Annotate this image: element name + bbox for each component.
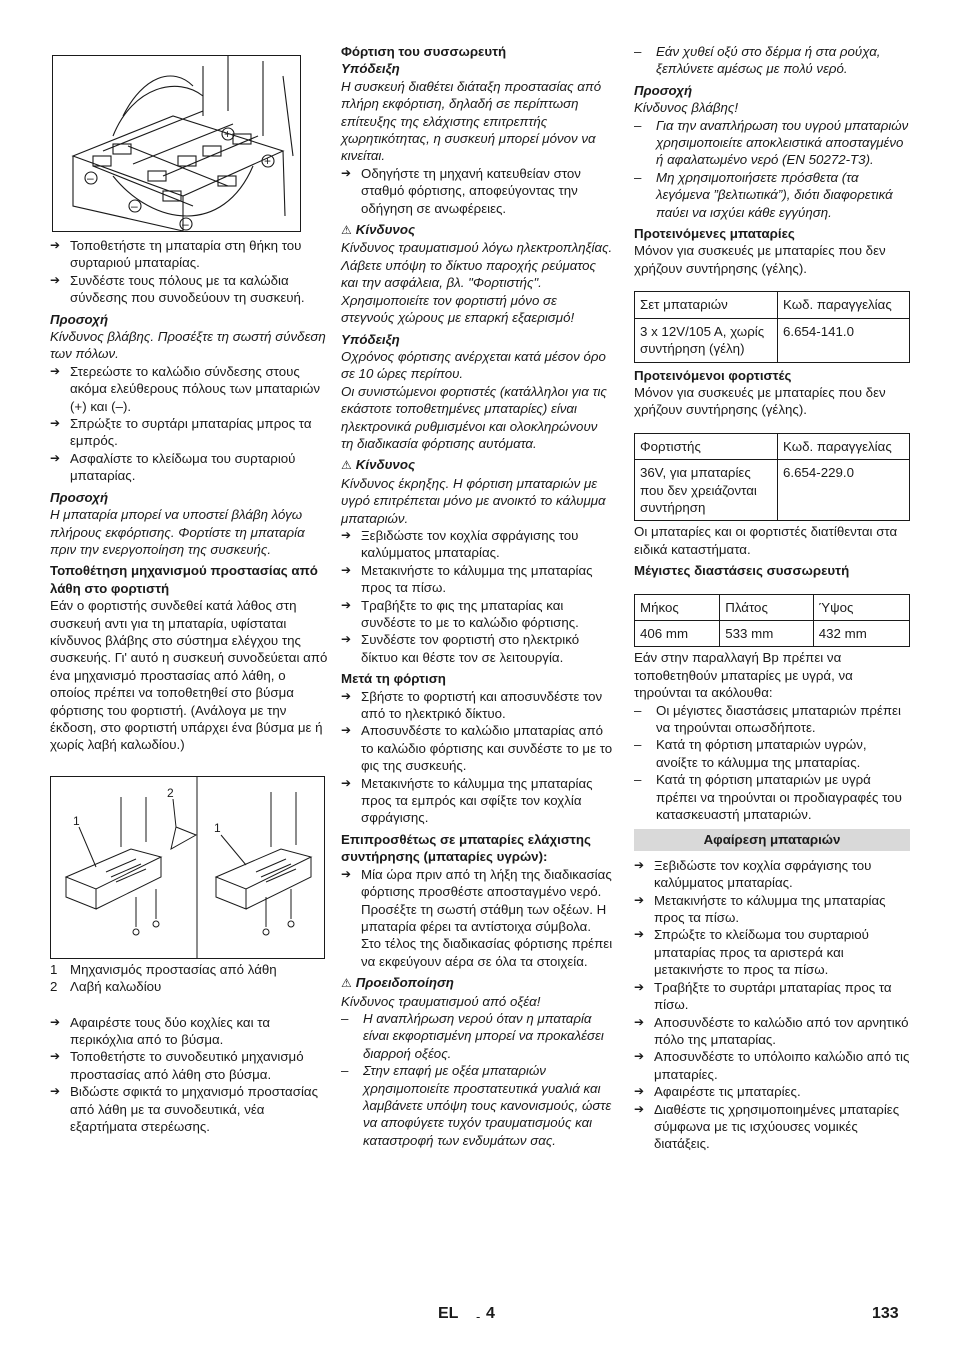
section-heading: Μέγιστες διαστάσεις συσσωρευτή bbox=[634, 563, 850, 579]
svg-text:+: + bbox=[264, 154, 272, 168]
list-item: ➔ Τοποθετήστε το συνοδευτικό μηχανισμό προστασίας από λάθη στο βύσμα. bbox=[50, 1048, 328, 1083]
list-item: ➔ Οδηγήστε τη μηχανή κατευθείαν στον σταθμό φόρτισης, αποφεύγοντας την οδήγηση σε ανωφέρειες. bbox=[341, 165, 613, 217]
list-item: ➔ Ασφαλίστε το κλείδωμα του συρταριού μπαταρίας. bbox=[50, 450, 328, 485]
danger-text: Κίνδυνος τραυματισμού λόγω ηλεκτροπληξίας. Λάβετε υπόψη το δίκτυο παροχής ρεύματος και την ασφάλεια, βλ. "Φορτιστής". bbox=[341, 240, 613, 291]
list-item: ➔ Αφαιρέστε τους δύο κοχλίες και τα περικόχλια από το βύσμα. bbox=[50, 1014, 328, 1049]
batteries-table bbox=[634, 291, 910, 362]
caution-text: Κίνδυνος βλάβης! bbox=[634, 100, 739, 116]
body-text: Εάν στην παραλλαγή Bp πρέπει να τοποθετηθούν μπαταρίες με υγρά, να τηρούνται τα ακόλουθα: bbox=[634, 650, 853, 701]
battery-compartment-figure bbox=[52, 55, 301, 232]
warning-triangle-icon: ⚠ bbox=[341, 223, 352, 238]
list-item: – Οι μέγιστες διαστάσεις μπαταριών πρέπει να τηρούνται οπωσδήποτε. bbox=[634, 702, 910, 737]
page-number: 133 bbox=[872, 1305, 899, 1322]
table-header-cell: Μήκος bbox=[635, 594, 720, 620]
danger-title: ⚠ Κίνδυνος bbox=[341, 222, 416, 238]
table-row bbox=[635, 460, 910, 521]
list-item: ➔ Μετακινήστε το κάλυμμα της μπαταρίας προς τα εμπρός και σφίξτε τον κοχλία σφράγισης. bbox=[341, 775, 613, 827]
table-cell: 3 x 12V/105 A, χωρίς συντήρηση (γέλη) bbox=[635, 318, 778, 362]
table-row bbox=[635, 318, 910, 362]
warning-triangle-icon: ⚠ bbox=[341, 458, 352, 473]
table-cell: 406 mm bbox=[635, 620, 720, 646]
body-text: Μόνον για συσκευές με μπαταρίες που δεν χρήζουν συντήρησης (γέλης). bbox=[634, 243, 886, 276]
table-cell: 533 mm bbox=[720, 620, 814, 646]
caution-text: Η μπαταρία μπορεί να υποστεί βλάβη λόγω πλήρους εκφόρτισης. Φορτίστε τη μπαταρία πριν την ενεργοποίηση της συσκευής. bbox=[50, 507, 305, 557]
body-text: Μόνον για συσκευές με μπαταρίες που δεν χρήζουν συντήρησης (γέλης). bbox=[634, 384, 886, 418]
list-item: ➔ Τραβήξτε το φις της μπαταρίας και συνδέστε το με το καλώδιο φόρτισης. bbox=[341, 597, 613, 632]
list-item: ➔ Μετακινήστε το κάλυμμα της μπαταρίας προς τα πίσω. bbox=[341, 562, 613, 597]
caution-title: Προσοχή bbox=[634, 82, 693, 98]
table-cell: 6.654-141.0 bbox=[778, 318, 910, 362]
section-heading: Επιπροσθέτως σε μπαταρίες ελάχιστης συντήρησης (μπαταρίες υγρών): bbox=[341, 831, 591, 865]
list-item: ➔ Τραβήξτε το συρτάρι μπαταρίας προς τα πίσω. bbox=[634, 979, 910, 1014]
footer-subpage: 4 bbox=[486, 1305, 495, 1322]
section-heading: Μετά τη φόρτιση bbox=[341, 671, 446, 687]
figure-callout: 1 bbox=[214, 820, 221, 835]
note-text: Οι συνιστώμενοι φορτιστές (κατάλληλοι για τις εκάστοτε τοποθετημένες μπαταρίες) είναι ηλεκτρονικά ρυθμισμένοι και ολοκληρώνουν τη διαδικασία φόρτισης αυτόματα. bbox=[341, 383, 607, 451]
list-item: ➔ Μετακινήστε το κάλυμμα της μπαταρίας προς τα πίσω. bbox=[634, 892, 910, 927]
table-header-cell: Ύψος bbox=[813, 594, 909, 620]
table-header-cell: Σετ μπαταριών bbox=[635, 292, 778, 318]
footer-language: EL bbox=[438, 1305, 459, 1322]
table-header-row bbox=[635, 594, 910, 620]
svg-text:–: – bbox=[182, 217, 189, 231]
list-item: ➔ Σβήστε το φορτιστή και αποσυνδέστε τον από το ηλεκτρικό δίκτυο. bbox=[341, 688, 613, 723]
list-item: ➔ Τοποθετήστε τη μπαταρία στη θήκη του συρταριού μπαταρίας. bbox=[50, 237, 328, 272]
warning-triangle-icon: ⚠ bbox=[341, 976, 352, 991]
list-item: ➔ Σπρώξτε το κλείδωμα του συρταριού μπαταρίας προς τα αριστερά και μετακινήστε το προς τα πίσω. bbox=[634, 926, 910, 978]
table-header-cell: Πλάτος bbox=[720, 594, 814, 620]
section-heading: Προτεινόμενοι φορτιστές bbox=[634, 367, 792, 383]
caution-text: Κίνδυνος βλάβης. Προσέξτε τη σωστή σύνδεση των πόλων. bbox=[50, 329, 326, 362]
section-heading: Προτεινόμενες μπαταρίες bbox=[634, 226, 795, 242]
warning-title: ⚠ Προειδοποίηση bbox=[341, 975, 454, 991]
list-item: ➔ Στερεώστε το καλώδιο σύνδεσης στους ακόμα ελεύθερους πόλους των μπαταριών (+) και (–). bbox=[50, 363, 328, 415]
list-item: ➔ Συνδέστε τους πόλους με τα καλώδια σύνδεσης που συνοδεύουν τη συσκευή. bbox=[50, 272, 328, 307]
caution-title: Προσοχή bbox=[50, 311, 109, 327]
note-text: Οχρόνος φόρτισης ανέρχεται κατά μέσον όρο σε 10 ώρες περίπου. bbox=[341, 348, 606, 382]
list-item: ➔ Ξεβιδώστε τον κοχλία σφράγισης του καλύμματος μπαταρίας. bbox=[341, 527, 613, 562]
table-header-cell: Φορτιστής bbox=[635, 433, 778, 459]
svg-text:+: + bbox=[224, 127, 232, 141]
section-heading: Τοποθέτηση μηχανισμού προστασίας από λάθη στο φορτιστή bbox=[50, 563, 318, 596]
list-item: – Κατά τη φόρτιση μπαταριών με υγρά πρέπει να τηρούνται οι προδιαγραφές του κατασκευαστή μπαταριών. bbox=[634, 771, 910, 823]
note-title: Υπόδειξη bbox=[341, 61, 400, 77]
list-item: – Η αναπλήρωση νερού όταν η μπαταρία είναι εκφορτισμένη μπορεί να προκαλέσει διαρροή οξέος. bbox=[341, 1010, 613, 1062]
svg-text:–: – bbox=[87, 171, 94, 185]
column-middle bbox=[341, 43, 613, 1149]
list-item: ➔ Αφαιρέστε τις μπαταρίες. bbox=[634, 1083, 910, 1100]
figure-callout: 2 bbox=[167, 785, 174, 800]
battery-drawing bbox=[53, 56, 300, 231]
table-header-cell: Κωδ. παραγγελίας bbox=[778, 433, 910, 459]
caution-title: Προσοχή bbox=[50, 489, 109, 505]
list-item: – Εάν χυθεί οξύ στο δέρμα ή στα ρούχα, ξεπλύνετε αμέσως με πολύ νερό. bbox=[634, 43, 910, 78]
figure-legend-item: 1 Μηχανισμός προστασίας από λάθη bbox=[50, 961, 277, 977]
body-text: Εάν ο φορτιστής συνδεθεί κατά λάθος στη συσκευή αντι για τη μπαταρία, υφίσταται κίνδυνος βλάβης στο σύστημα ελέγχου της συσκευής. Γι' αυτό η συσκευή συνοδεύεται από ένα μηχανισμό προστασίας από λάθη, ο οποίος πρέπει να τοποθετηθεί στο βύσμα φόρτισης του φορτιστή. (Ανάλογα με την έκδοση, στο φορτιστή υπάρχει ένα βύσμα με ή χωρίς λαβή καλωδίου.) bbox=[50, 598, 328, 753]
danger-text: Χρησιμοποιείτε τον φορτιστή μόνο σε στεγνούς χώρους με επαρκή εξαερισμό! bbox=[341, 292, 575, 326]
list-item: ➔ Αποσυνδέστε το καλώδιο μπαταρίας από το καλώδιο φόρτισης και συνδέστε το με το φις της συσκευής. bbox=[341, 722, 613, 774]
body-text: Οι μπαταρίες και οι φορτιστές διατίθενται στα ειδικά καταστήματα. bbox=[634, 524, 898, 557]
warning-text: Κίνδυνος τραυματισμού από οξέα! bbox=[341, 993, 541, 1009]
column-left bbox=[50, 43, 328, 1135]
table-cell: 6.654-229.0 bbox=[778, 460, 910, 521]
list-item: – Στην επαφή με οξέα μπαταριών χρησιμοποιείτε προστατευτικά γυαλιά και λαμβάνετε υπόψη τους κανονισμούς, ώστε να αποφύγετε τυχόν τραυματισμούς και καταστροφή των ενδυμάτων σας. bbox=[341, 1062, 613, 1149]
table-cell: 432 mm bbox=[813, 620, 909, 646]
table-cell: 36V, για μπαταρίες που δεν χρειάζονται συντήρηση bbox=[635, 460, 778, 521]
note-title: Υπόδειξη bbox=[341, 331, 400, 347]
table-header-row bbox=[635, 433, 910, 459]
footer-dash: - bbox=[476, 1309, 481, 1324]
danger-text: Κίνδυνος έκρηξης. Η φόρτιση μπαταριών με υγρό επιτρέπεται μόνο με ανοικτό το κάλυμμα μπαταριών. bbox=[341, 475, 606, 526]
dimensions-table bbox=[634, 594, 910, 648]
list-item: ➔ Μία ώρα πριν από τη λήξη της διαδικασίας φόρτισης προσθέστε αποσταγμένο νερό. Προσέξτε τη σωστή στάθμη των οξέων. Η μπαταρία φέρει τα αντίστοιχα σύμβολα. Στο τέλος της διαδικασίας φόρτισης πρέπει να εκφεύγουν αέρα σε όλα τα στοιχεία. bbox=[341, 866, 613, 970]
list-item: ➔ Ξεβιδώστε τον κοχλία σφράγισης του καλύμματος μπαταρίας. bbox=[634, 857, 910, 892]
note-text: Η συσκευή διαθέτει διάταξη προστασίας από πλήρη εκφόρτιση, δηλαδή σε περίπτωση επίτευξης της ελάχιστης επιτρεπτής χωρητικότητας, η συσκευή μπορεί μόνον να κινείται. bbox=[341, 78, 602, 164]
protection-device-drawing bbox=[51, 777, 324, 958]
figure-legend-item: 2 Λαβή καλωδίου bbox=[50, 979, 162, 995]
svg-text:–: – bbox=[131, 199, 138, 213]
list-item: – Για την αναπλήρωση του υγρού μπαταριών χρησιμοποιείτε αποκλειστικά αποσταγμένο ή αφαλατωμένο νερό (EN 50272-T3). bbox=[634, 117, 910, 169]
danger-title: ⚠ Κίνδυνος bbox=[341, 457, 416, 473]
chargers-table bbox=[634, 433, 910, 522]
section-heading: Φόρτιση του συσσωρευτή bbox=[341, 44, 507, 59]
list-item: ➔ Διαθέστε τις χρησιμοποιημένες μπαταρίες σύμφωνα με τις ισχύουσες νομικές διατάξεις. bbox=[634, 1101, 910, 1153]
figure-callout: 1 bbox=[73, 813, 80, 828]
protection-device-figure bbox=[50, 776, 325, 959]
table-header-cell: Κωδ. παραγγελίας bbox=[778, 292, 910, 318]
list-item: ➔ Σπρώξτε το συρτάρι μπαταρίας μπρος τα εμπρός. bbox=[50, 415, 328, 450]
list-item: – Κατά τη φόρτιση μπαταριών υγρών, ανοίξτε το κάλυμμα της μπαταρίας. bbox=[634, 736, 910, 771]
list-item: ➔ Βιδώστε σφικτά το μηχανισμό προστασίας από λάθη με τα συνοδευτικά, νέα εξαρτήματα στερέωσης. bbox=[50, 1083, 328, 1135]
column-right bbox=[634, 43, 910, 1153]
list-item: ➔ Συνδέστε τον φορτιστή στο ηλεκτρικό δίκτυο και θέστε τον σε λειτουργία. bbox=[341, 631, 613, 666]
section-band-heading: Αφαίρεση μπαταριών bbox=[634, 829, 910, 850]
list-item: – Μη χρησιμοποιήσετε πρόσθετα (τα λεγόμενα ”βελτιωτικά”), διότι διαφορετικά παύει να ισχύει κάθε εγγύηση. bbox=[634, 169, 910, 221]
table-row bbox=[635, 620, 910, 646]
table-header-row bbox=[635, 292, 910, 318]
list-item: ➔ Αποσυνδέστε το υπόλοιπο καλώδιο από τις μπαταρίες. bbox=[634, 1048, 910, 1083]
list-item: ➔ Αποσυνδέστε το καλώδιο από τον αρνητικό πόλο της μπαταρίας. bbox=[634, 1014, 910, 1049]
